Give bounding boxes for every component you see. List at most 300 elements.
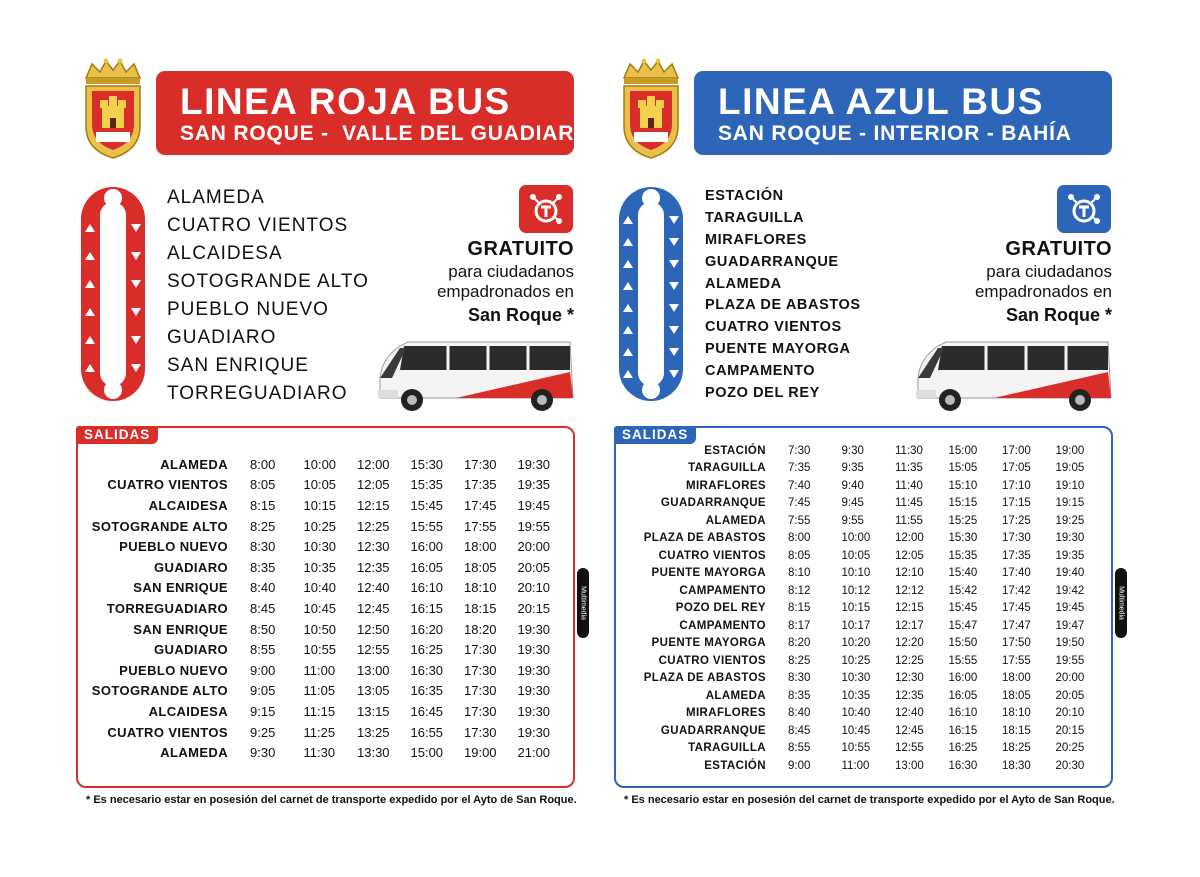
time-cell: 8:40 xyxy=(788,707,811,720)
time-cell: 18:25 xyxy=(1002,742,1031,755)
stop-name-cell: ALAMEDA xyxy=(705,514,766,527)
linea-roja-panel xyxy=(40,0,600,877)
table-row xyxy=(616,687,1109,705)
free-place: San Roque * xyxy=(467,305,574,325)
time-cell: 16:05 xyxy=(948,689,978,702)
time-cell: 11:35 xyxy=(895,462,923,475)
stop-name-cell: TARAGUILLA xyxy=(688,462,766,475)
time-cell: 13:00 xyxy=(357,662,390,678)
time-cell: 15:42 xyxy=(948,584,978,597)
time-cell: 9:05 xyxy=(250,683,276,699)
table-row xyxy=(616,617,1109,635)
time-cell: 13:30 xyxy=(357,745,390,761)
time-cell: 15:50 xyxy=(948,637,978,650)
time-cell: 15:25 xyxy=(948,514,978,527)
time-cell: 8:17 xyxy=(788,619,811,632)
stop-name-cell: CAMPAMENTO xyxy=(679,619,766,632)
time-cell: 16:30 xyxy=(948,759,978,772)
time-cell: 19:00 xyxy=(464,745,497,761)
time-cell: 12:55 xyxy=(357,642,390,658)
time-cell: 17:30 xyxy=(464,662,497,678)
time-cell: 15:45 xyxy=(948,602,978,615)
list-item: CUATRO VIENTOS xyxy=(705,319,842,336)
time-cell: 19:30 xyxy=(517,456,551,472)
table-row xyxy=(616,670,1109,688)
time-cell: 12:00 xyxy=(895,532,924,545)
time-cell: 7:35 xyxy=(788,462,811,475)
stop-name-cell: TORREGUADIARO xyxy=(106,600,228,616)
stop-name-cell: GUADIARO xyxy=(154,559,228,575)
table-row xyxy=(616,600,1109,618)
stop-name-cell: ALAMEDA xyxy=(160,456,228,472)
time-cell: 15:00 xyxy=(410,745,444,761)
stop-name-cell: PUEBLO NUEVO xyxy=(119,539,228,555)
list-item: GUADARRANQUE xyxy=(705,253,839,270)
free-line-2: empadronados en xyxy=(436,282,574,301)
time-cell: 20:05 xyxy=(1055,689,1085,702)
time-cell: 16:00 xyxy=(410,539,444,555)
time-cell: 12:25 xyxy=(357,518,390,534)
time-cell: 18:10 xyxy=(1002,707,1031,720)
list-item: CUATRO VIENTOS xyxy=(167,215,349,236)
time-cell: 19:55 xyxy=(517,518,551,534)
time-cell: 9:00 xyxy=(788,759,811,772)
stop-name-cell: PUENTE MAYORGA xyxy=(651,567,766,580)
time-cell: 10:55 xyxy=(303,642,337,658)
time-cell: 8:00 xyxy=(250,456,276,472)
time-cell: 16:35 xyxy=(410,683,444,699)
stop-name-cell: SOTOGRANDE ALTO xyxy=(91,683,228,699)
table-row xyxy=(78,516,571,537)
list-item: TARAGUILLA xyxy=(705,209,805,226)
time-cell: 8:55 xyxy=(788,742,811,755)
table-row xyxy=(616,460,1109,478)
list-item: ALCAIDESA xyxy=(167,243,283,264)
time-cell: 10:45 xyxy=(303,600,337,616)
time-cell: 20:30 xyxy=(1055,759,1085,772)
san-roque-crest-icon xyxy=(616,58,686,160)
stop-name-cell: GUADARRANQUE xyxy=(660,497,766,510)
time-cell: 13:15 xyxy=(357,703,390,719)
time-cell: 7:30 xyxy=(788,444,811,457)
time-cell: 18:00 xyxy=(1002,672,1031,685)
circular-route-icon xyxy=(616,184,686,404)
time-cell: 10:40 xyxy=(841,707,871,720)
table-row xyxy=(616,495,1109,513)
time-cell: 20:15 xyxy=(1055,724,1085,737)
time-cell: 9:55 xyxy=(841,514,864,527)
time-cell: 15:30 xyxy=(948,532,978,545)
time-cell: 18:00 xyxy=(464,539,497,555)
time-cell: 8:20 xyxy=(788,637,811,650)
multimedia-tag: Multimedia xyxy=(577,568,589,638)
time-cell: 17:50 xyxy=(1002,637,1031,650)
time-cell: 12:05 xyxy=(895,549,924,562)
time-cell: 13:05 xyxy=(357,683,390,699)
time-cell: 11:00 xyxy=(303,662,336,678)
time-cell: 10:55 xyxy=(841,742,871,755)
table-row xyxy=(616,582,1109,600)
list-item: ALAMEDA xyxy=(167,187,265,208)
time-cell: 13:00 xyxy=(895,759,924,772)
time-cell: 18:20 xyxy=(464,621,497,637)
list-item: MIRAFLORES xyxy=(705,231,807,248)
time-cell: 19:30 xyxy=(517,642,551,658)
time-cell: 19:35 xyxy=(517,477,551,493)
time-cell: 17:47 xyxy=(1002,619,1031,632)
time-cell: 12:55 xyxy=(895,742,924,755)
stop-name-cell: PLAZA DE ABASTOS xyxy=(643,532,766,545)
table-row xyxy=(78,742,571,763)
table-row xyxy=(616,512,1109,530)
time-cell: 10:15 xyxy=(841,602,871,615)
list-item: PUENTE MAYORGA xyxy=(705,341,851,358)
time-cell: 17:42 xyxy=(1002,584,1031,597)
list-item: SAN ENRIQUE xyxy=(167,355,309,376)
stop-name-cell: GUADIARO xyxy=(154,642,228,658)
table-row xyxy=(616,565,1109,583)
stop-list xyxy=(705,186,861,405)
time-cell: 12:45 xyxy=(895,724,924,737)
circular-route-icon xyxy=(78,184,148,404)
time-cell: 8:45 xyxy=(250,600,276,616)
time-cell: 17:55 xyxy=(1002,654,1031,667)
time-cell: 16:55 xyxy=(410,724,444,740)
stop-name-cell: TARAGUILLA xyxy=(688,742,766,755)
time-cell: 8:25 xyxy=(250,518,276,534)
time-cell: 10:00 xyxy=(303,456,337,472)
time-cell: 12:20 xyxy=(895,637,924,650)
time-cell: 17:25 xyxy=(1002,514,1031,527)
time-cell: 16:20 xyxy=(410,621,444,637)
time-cell: 10:25 xyxy=(303,518,337,534)
stop-name-cell: ALCAIDESA xyxy=(148,703,228,719)
list-item: PLAZA DE ABASTOS xyxy=(705,297,861,314)
table-row xyxy=(78,639,571,660)
time-cell: 9:35 xyxy=(841,462,864,475)
time-cell: 10:35 xyxy=(841,689,871,702)
schedule-table xyxy=(616,442,1109,775)
bus-icon xyxy=(370,332,575,414)
stop-name-cell: SAN ENRIQUE xyxy=(133,621,228,637)
list-item: CAMPAMENTO xyxy=(705,363,816,380)
time-cell: 16:15 xyxy=(948,724,978,737)
time-cell: 12:40 xyxy=(357,580,390,596)
table-row xyxy=(616,705,1109,723)
table-row xyxy=(616,530,1109,548)
time-cell: 8:35 xyxy=(250,559,276,575)
table-row xyxy=(616,547,1109,565)
list-item: ESTACIÓN xyxy=(705,188,784,204)
time-cell: 19:30 xyxy=(517,703,551,719)
time-cell: 19:10 xyxy=(1055,479,1085,492)
stop-name-cell: POZO DEL REY xyxy=(675,602,766,615)
line-title: LINEA AZUL BUS xyxy=(718,81,1044,122)
table-row xyxy=(78,454,571,475)
free-fare-notice xyxy=(374,236,574,328)
stop-name-cell: ESTACIÓN xyxy=(704,759,766,772)
time-cell: 11:30 xyxy=(303,745,336,761)
time-cell: 8:00 xyxy=(788,532,811,545)
time-cell: 10:30 xyxy=(841,672,871,685)
time-cell: 15:35 xyxy=(948,549,978,562)
time-cell: 10:10 xyxy=(841,567,871,580)
time-cell: 8:30 xyxy=(788,672,811,685)
salidas-label: SALIDAS xyxy=(614,426,696,444)
schedule-table-box xyxy=(614,426,1113,788)
multimedia-tag: Multimedia xyxy=(1115,568,1127,638)
stop-name-cell: MIRAFLORES xyxy=(685,479,766,492)
time-cell: 17:10 xyxy=(1002,479,1031,492)
time-cell: 19:30 xyxy=(517,621,551,637)
time-cell: 11:25 xyxy=(303,724,336,740)
stop-name-cell: ALAMEDA xyxy=(160,745,228,761)
time-cell: 10:15 xyxy=(303,497,337,513)
time-cell: 16:30 xyxy=(410,662,444,678)
time-cell: 12:50 xyxy=(357,621,390,637)
time-cell: 20:00 xyxy=(517,539,551,555)
time-cell: 17:45 xyxy=(1002,602,1031,615)
stop-name-cell: ALCAIDESA xyxy=(148,497,228,513)
time-cell: 11:40 xyxy=(895,479,923,492)
time-cell: 9:40 xyxy=(841,479,864,492)
table-row xyxy=(78,536,571,557)
time-cell: 10:12 xyxy=(841,584,871,597)
time-cell: 8:35 xyxy=(788,689,811,702)
time-cell: 16:10 xyxy=(410,580,444,596)
time-cell: 12:15 xyxy=(357,497,390,513)
time-cell: 8:15 xyxy=(250,497,276,513)
time-cell: 19:00 xyxy=(1055,444,1085,457)
time-cell: 16:00 xyxy=(948,672,978,685)
time-cell: 17:30 xyxy=(464,456,497,472)
time-cell: 9:30 xyxy=(841,444,864,457)
list-item: ALAMEDA xyxy=(705,275,782,292)
table-row xyxy=(78,495,571,516)
time-cell: 17:30 xyxy=(464,642,497,658)
time-cell: 10:00 xyxy=(841,532,871,545)
time-cell: 15:55 xyxy=(948,654,978,667)
free-line-2: empadronados en xyxy=(974,282,1112,301)
stop-name-cell: PUENTE MAYORGA xyxy=(651,637,766,650)
time-cell: 15:10 xyxy=(948,479,978,492)
time-cell: 10:20 xyxy=(841,637,871,650)
time-cell: 8:05 xyxy=(788,549,811,562)
table-row xyxy=(78,681,571,702)
time-cell: 17:30 xyxy=(1002,532,1031,545)
table-row xyxy=(616,740,1109,758)
time-cell: 10:45 xyxy=(841,724,871,737)
time-cell: 10:05 xyxy=(841,549,871,562)
time-cell: 16:45 xyxy=(410,703,444,719)
time-cell: 9:00 xyxy=(250,662,276,678)
time-cell: 19:42 xyxy=(1055,584,1085,597)
stop-name-cell: CUATRO VIENTOS xyxy=(107,477,228,493)
time-cell: 8:50 xyxy=(250,621,276,637)
time-cell: 16:10 xyxy=(948,707,978,720)
footnote: * Es necesario estar en posesión del carnet de transporte expedido por el Ayto de San Roque. xyxy=(624,794,1115,806)
time-cell: 11:05 xyxy=(303,683,336,699)
san-roque-crest-icon xyxy=(78,58,148,160)
time-cell: 19:25 xyxy=(1055,514,1085,527)
line-subtitle: SAN ROQUE - INTERIOR - BAHÍA xyxy=(718,122,1072,145)
stop-name-cell: MIRAFLORES xyxy=(685,707,766,720)
time-cell: 19:05 xyxy=(1055,462,1085,475)
table-row xyxy=(78,722,571,743)
time-cell: 20:00 xyxy=(1055,672,1085,685)
free-place: San Roque * xyxy=(1005,305,1112,325)
time-cell: 15:45 xyxy=(410,497,444,513)
free-headline: GRATUITO xyxy=(467,238,574,260)
time-cell: 10:50 xyxy=(303,621,337,637)
stop-name-cell: CUATRO VIENTOS xyxy=(107,724,228,740)
list-item: TORREGUADIARO xyxy=(167,383,348,404)
time-cell: 15:47 xyxy=(948,619,978,632)
table-row xyxy=(616,477,1109,495)
time-cell: 17:35 xyxy=(464,477,497,493)
time-cell: 18:15 xyxy=(1002,724,1031,737)
stop-list xyxy=(167,186,369,410)
time-cell: 8:30 xyxy=(250,539,276,555)
time-cell: 19:30 xyxy=(517,724,551,740)
time-cell: 20:05 xyxy=(517,559,551,575)
time-cell: 7:45 xyxy=(788,497,811,510)
time-cell: 17:35 xyxy=(1002,549,1031,562)
time-cell: 20:15 xyxy=(517,600,551,616)
time-cell: 19:55 xyxy=(1055,654,1085,667)
time-cell: 8:15 xyxy=(788,602,811,615)
time-cell: 12:30 xyxy=(895,672,924,685)
table-row xyxy=(78,475,571,496)
time-cell: 15:00 xyxy=(948,444,978,457)
time-cell: 8:25 xyxy=(788,654,811,667)
free-headline: GRATUITO xyxy=(1005,238,1112,260)
free-line-1: para ciudadanos xyxy=(448,262,574,281)
table-row xyxy=(616,442,1109,460)
schedule-table xyxy=(78,454,571,763)
time-cell: 17:30 xyxy=(464,703,497,719)
time-cell: 15:15 xyxy=(948,497,978,510)
stop-name-cell: PLAZA DE ABASTOS xyxy=(643,672,766,685)
stop-name-cell: CAMPAMENTO xyxy=(679,584,766,597)
time-cell: 9:45 xyxy=(841,497,864,510)
time-cell: 15:05 xyxy=(948,462,978,475)
time-cell: 19:40 xyxy=(1055,567,1085,580)
time-cell: 18:10 xyxy=(464,580,497,596)
time-cell: 8:10 xyxy=(788,567,811,580)
time-cell: 17:00 xyxy=(1002,444,1031,457)
time-cell: 8:05 xyxy=(250,477,276,493)
table-row xyxy=(616,757,1109,775)
time-cell: 12:45 xyxy=(357,600,390,616)
table-row xyxy=(78,598,571,619)
time-cell: 17:30 xyxy=(464,724,497,740)
time-cell: 10:05 xyxy=(303,477,337,493)
footnote: * Es necesario estar en posesión del carnet de transporte expedido por el Ayto de San Roque. xyxy=(86,794,577,806)
stop-name-cell: SOTOGRANDE ALTO xyxy=(91,518,228,534)
free-fare-notice xyxy=(912,236,1112,328)
table-row xyxy=(78,701,571,722)
time-cell: 12:00 xyxy=(357,456,390,472)
time-cell: 10:35 xyxy=(303,559,337,575)
table-row xyxy=(616,635,1109,653)
time-cell: 17:05 xyxy=(1002,462,1031,475)
time-cell: 7:55 xyxy=(788,514,811,527)
time-cell: 8:45 xyxy=(788,724,811,737)
line-header xyxy=(694,71,1112,155)
time-cell: 10:40 xyxy=(303,580,337,596)
time-cell: 12:35 xyxy=(357,559,390,575)
time-cell: 16:15 xyxy=(410,600,444,616)
line-subtitle: SAN ROQUE - VALLE DEL GUADIARO xyxy=(180,122,592,145)
time-cell: 20:25 xyxy=(1055,742,1085,755)
stop-name-cell: CUATRO VIENTOS xyxy=(658,549,766,562)
table-row xyxy=(78,557,571,578)
time-cell: 19:30 xyxy=(1055,532,1085,545)
time-cell: 19:30 xyxy=(517,683,551,699)
salidas-label: SALIDAS xyxy=(76,426,158,444)
list-item: GUADIARO xyxy=(167,327,277,348)
time-cell: 8:40 xyxy=(250,580,276,596)
stop-name-cell: CUATRO VIENTOS xyxy=(658,654,766,667)
transport-app-icon xyxy=(519,185,573,233)
table-row xyxy=(616,722,1109,740)
time-cell: 11:30 xyxy=(895,444,923,457)
time-cell: 20:10 xyxy=(1055,707,1085,720)
time-cell: 9:15 xyxy=(250,703,276,719)
time-cell: 12:15 xyxy=(895,602,924,615)
time-cell: 12:35 xyxy=(895,689,924,702)
time-cell: 10:25 xyxy=(841,654,871,667)
time-cell: 12:10 xyxy=(895,567,924,580)
stop-name-cell: GUADARRANQUE xyxy=(660,724,766,737)
time-cell: 12:12 xyxy=(895,584,924,597)
time-cell: 16:25 xyxy=(948,742,978,755)
time-cell: 12:05 xyxy=(357,477,390,493)
time-cell: 11:45 xyxy=(895,497,923,510)
stop-name-cell: SAN ENRIQUE xyxy=(133,580,228,596)
table-row xyxy=(616,652,1109,670)
table-row xyxy=(78,578,571,599)
stop-name-cell: PUEBLO NUEVO xyxy=(119,662,228,678)
time-cell: 19:30 xyxy=(517,662,551,678)
line-title: LINEA ROJA BUS xyxy=(180,81,511,122)
table-row xyxy=(78,619,571,640)
time-cell: 12:17 xyxy=(895,619,924,632)
time-cell: 19:50 xyxy=(1055,637,1085,650)
time-cell: 19:35 xyxy=(1055,549,1085,562)
time-cell: 18:15 xyxy=(464,600,497,616)
time-cell: 11:55 xyxy=(895,514,923,527)
time-cell: 9:25 xyxy=(250,724,276,740)
time-cell: 15:55 xyxy=(410,518,444,534)
table-row xyxy=(78,660,571,681)
time-cell: 10:30 xyxy=(303,539,337,555)
time-cell: 11:00 xyxy=(841,759,870,772)
free-line-1: para ciudadanos xyxy=(986,262,1112,281)
time-cell: 16:05 xyxy=(410,559,444,575)
time-cell: 21:00 xyxy=(517,745,551,761)
time-cell: 12:25 xyxy=(895,654,924,667)
time-cell: 15:40 xyxy=(948,567,978,580)
time-cell: 19:47 xyxy=(1055,619,1085,632)
schedule-table-box xyxy=(76,426,575,788)
time-cell: 17:55 xyxy=(464,518,497,534)
time-cell: 7:40 xyxy=(788,479,811,492)
transport-app-icon xyxy=(1057,185,1111,233)
time-cell: 19:45 xyxy=(517,497,551,513)
list-item: PUEBLO NUEVO xyxy=(167,299,329,320)
